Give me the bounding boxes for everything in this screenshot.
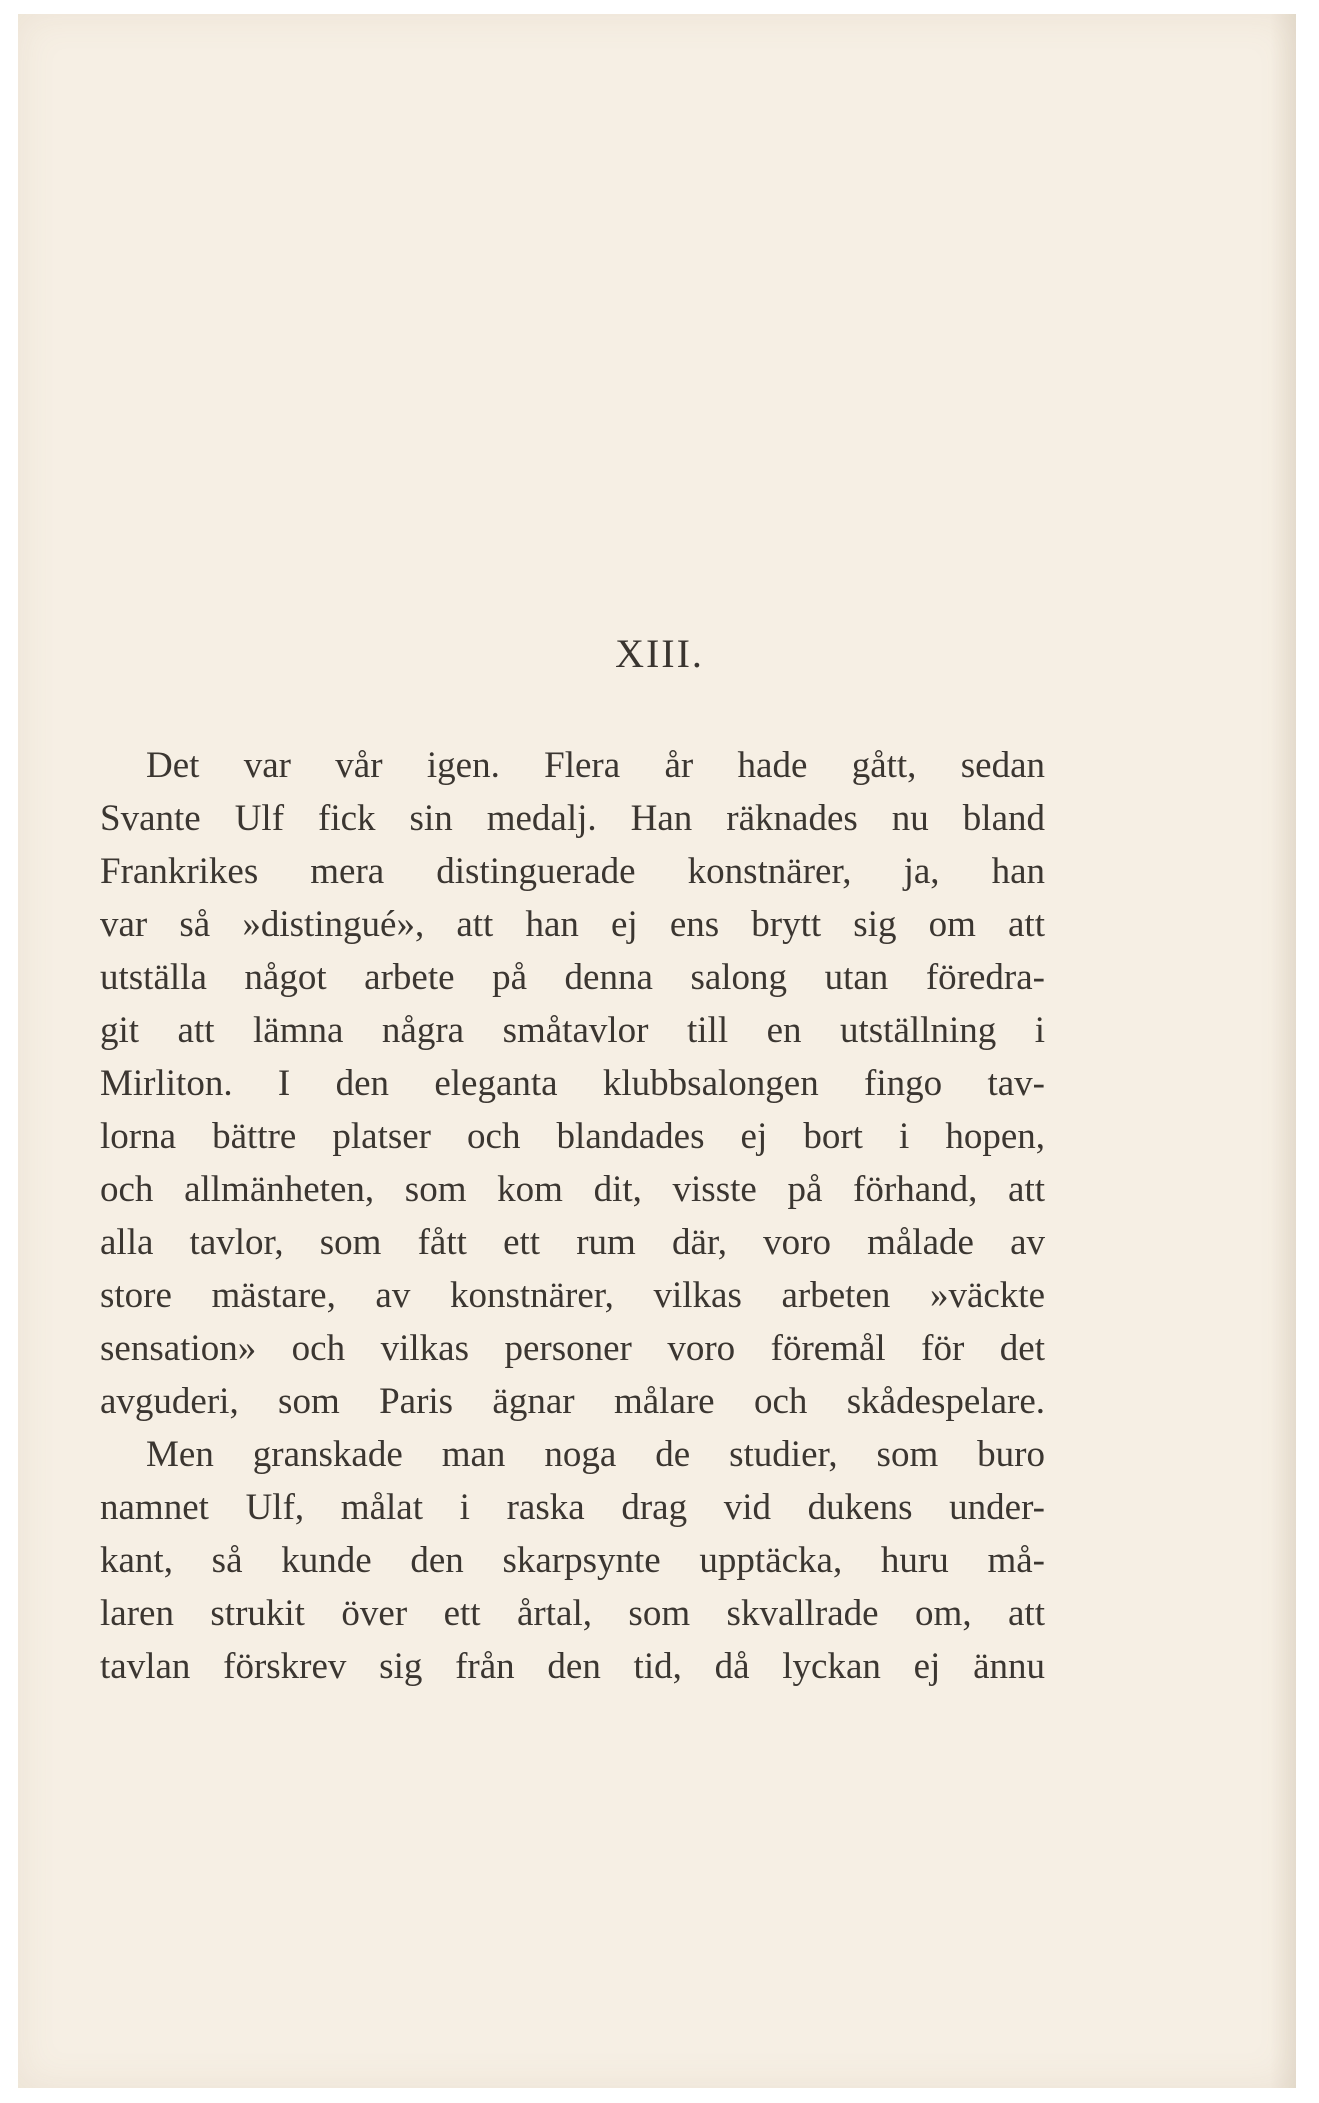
text-line: Men granskade man noga de studier, som buro (146, 1434, 1045, 1475)
text-line: var så »distingué», att han ej ens brytt sig om att (100, 904, 1045, 945)
page-edge-shadow (1270, 14, 1296, 2088)
text-line: Frankrikes mera distinguerade konstnärer, ja, han (100, 851, 1045, 892)
text-line: laren strukit över ett årtal, som skvallrade om, att (100, 1593, 1045, 1634)
text-line: git att lämna några småtavlor till en utställning i (100, 1010, 1045, 1051)
text-line: Mirliton. I den eleganta klubbsalongen fingo tav- (100, 1063, 1045, 1104)
text-line: utställa något arbete på denna salong utan föredra- (100, 957, 1045, 998)
text-line: Svante Ulf fick sin medalj. Han räknades nu bland (100, 798, 1045, 839)
text-line: store mästare, av konstnärer, vilkas arbeten »väckte (100, 1275, 1045, 1316)
text-line: kant, så kunde den skarpsynte upptäcka, huru må- (100, 1540, 1045, 1581)
text-line: sensation» och vilkas personer voro föremål för det (100, 1328, 1045, 1369)
body-text (100, 739, 1045, 1693)
chapter-heading: XIII. (615, 631, 704, 676)
text-line: och allmänheten, som kom dit, visste på förhand, att (100, 1169, 1045, 1210)
text-line: Det var vår igen. Flera år hade gått, sedan (146, 745, 1045, 786)
text-line: namnet Ulf, målat i raska drag vid dukens under- (100, 1487, 1045, 1528)
text-line: avguderi, som Paris ägnar målare och skådespelare. (100, 1381, 1045, 1422)
text-line: tavlan förskrev sig från den tid, då lyckan ej ännu (100, 1646, 1045, 1687)
text-line: alla tavlor, som fått ett rum där, voro målade av (100, 1222, 1045, 1263)
text-line: lorna bättre platser och blandades ej bort i hopen, (100, 1116, 1045, 1157)
